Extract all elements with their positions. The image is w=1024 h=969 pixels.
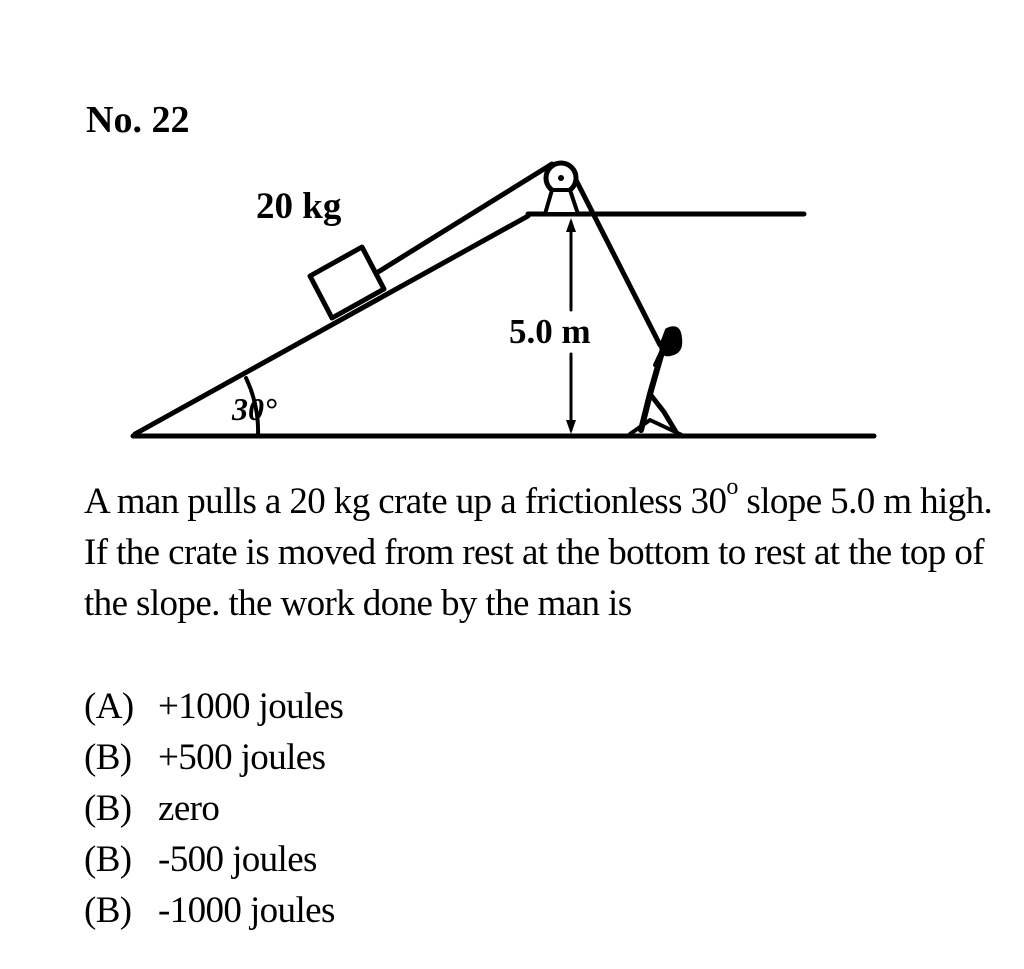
choice-letter: (B): [84, 788, 132, 829]
mass-label: 20 kg: [256, 186, 342, 227]
incline-diagram: [0, 0, 1024, 470]
choice-letter: (A): [84, 686, 134, 727]
choice-b[interactable]: [84, 732, 343, 783]
choice-text: +500 joules: [158, 737, 326, 778]
question-text: [84, 473, 1014, 629]
pulley-mount: [545, 190, 578, 214]
question-part1: A man pulls a 20 kg crate up a frictionless 30: [84, 481, 727, 522]
choice-e[interactable]: [84, 885, 343, 936]
choice-c[interactable]: [84, 783, 343, 834]
choice-text: -1000 joules: [158, 890, 335, 931]
height-label: 5.0 m: [509, 312, 591, 351]
choice-text: zero: [158, 788, 220, 829]
choice-a[interactable]: [84, 681, 343, 732]
choice-letter: (B): [84, 839, 132, 880]
crate: [310, 247, 384, 318]
choice-letter: (B): [84, 737, 132, 778]
angle-label: 30°: [232, 391, 277, 427]
choice-letter: (B): [84, 890, 132, 931]
problem-number: No. 22: [86, 99, 190, 141]
choice-d[interactable]: [84, 834, 343, 885]
choice-text: -500 joules: [158, 839, 317, 880]
degree-mark: o: [726, 473, 738, 500]
answer-choices: [84, 681, 343, 936]
incline-surface: [135, 216, 528, 434]
choice-text: +1000 joules: [158, 686, 344, 727]
question-part2: slope 5.0 m high. If the crate is moved from rest at the bottom to rest at the top of the slope. the work done by the man is: [84, 481, 993, 624]
